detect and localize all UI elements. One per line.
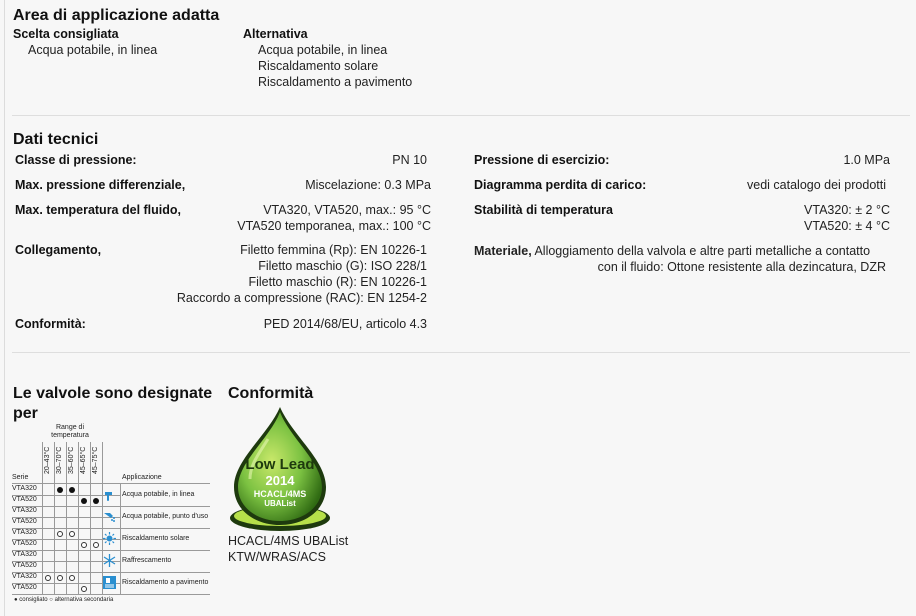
alternative-ring — [57, 531, 63, 537]
tech-value-material: Alloggiamento della valvola e altre parti metalliche a contatto — [534, 244, 871, 258]
tech-label-pressure-class: Classe di pressione: — [15, 153, 137, 167]
compliance-line: KTW/WRAS/ACS — [228, 550, 326, 564]
temp-range-header: 45–65°C — [80, 446, 87, 474]
tech-label-compliance: Conformità: — [15, 317, 86, 331]
recommended-label: Scelta consigliata — [13, 27, 119, 41]
application-cell: Acqua potabile, in linea — [122, 491, 195, 498]
snowflake-icon — [103, 554, 116, 567]
area-title: Area di applicazione adatta — [13, 7, 220, 24]
alternative-ring — [57, 575, 63, 581]
alternative-ring — [69, 531, 75, 537]
grid-line — [12, 483, 210, 484]
logo-text: 2014 — [265, 473, 295, 488]
temp-range-header: 35–60°C — [68, 446, 75, 474]
shower-icon — [103, 510, 116, 523]
series-cell: VTA320 — [12, 485, 37, 492]
alternative-item: Acqua potabile, in linea — [258, 43, 388, 57]
recommended-dot — [57, 487, 63, 493]
tech-value-connection: Filetto femmina (Rp): EN 10226-1 — [240, 243, 427, 257]
tech-label-operating-pressure: Pressione di esercizio: — [474, 153, 610, 167]
tech-value-temp-stability: VTA520: ± 4 °C — [804, 219, 890, 233]
alternative-item: Riscaldamento solare — [258, 59, 379, 73]
tech-value-pressure-class: PN 10 — [392, 153, 427, 167]
series-cell: VTA520 — [12, 562, 37, 569]
alternative-ring — [93, 542, 99, 548]
tech-value-compliance: PED 2014/68/EU, articolo 4.3 — [263, 317, 427, 331]
logo-text: Low Lead — [245, 456, 315, 473]
series-cell: VTA520 — [12, 496, 37, 503]
logo-text: HCACL/4MS — [253, 489, 307, 499]
floor-heating-icon — [103, 576, 116, 589]
logo-text: UBAList — [264, 499, 296, 508]
application-cell: Riscaldamento a pavimento — [122, 579, 209, 586]
alternative-ring — [45, 575, 51, 581]
tech-label-max-temp: Max. temperatura del fluido, — [15, 203, 182, 217]
tech-label-temp-stability: Stabilità di temperatura — [474, 203, 613, 217]
low-lead-logo — [228, 405, 333, 533]
tech-value-connection: Filetto maschio (G): ISO 228/1 — [258, 259, 427, 273]
sun-icon — [103, 532, 116, 545]
alternative-item: Riscaldamento a pavimento — [258, 75, 413, 89]
application-cell: Riscaldamento solare — [122, 535, 190, 542]
recommended-dot — [69, 487, 75, 493]
tech-label-pressure-loss: Diagramma perdita di carico: — [474, 178, 647, 192]
compliance-title: Conformità — [228, 385, 314, 402]
recommended-dot — [81, 498, 87, 504]
series-cell: VTA320 — [12, 529, 37, 536]
grid-line — [120, 484, 121, 594]
tech-material — [474, 243, 890, 275]
tech-label-material: Materiale, — [474, 244, 532, 258]
grid-line — [12, 550, 210, 551]
application-header: Applicazione — [122, 474, 162, 481]
series-header: Serie — [12, 474, 29, 481]
grid-line — [12, 506, 210, 507]
grid-line — [12, 594, 210, 595]
usage-title: Le valvole sono designate — [13, 385, 213, 402]
temp-range-header: 20–43°C — [44, 446, 51, 474]
series-cell: VTA320 — [12, 551, 37, 558]
tech-value-operating-pressure: 1.0 MPa — [843, 153, 890, 167]
tech-value-material: con il fluido: Ottone resistente alla dezincatura, DZR — [597, 260, 886, 274]
series-cell: VTA520 — [12, 584, 37, 591]
alternative-ring — [81, 586, 87, 592]
series-cell: VTA320 — [12, 507, 37, 514]
tech-value-max-temp: VTA520 temporanea, max.: 100 °C — [237, 219, 431, 233]
temp-range-header: 30–70°C — [56, 446, 63, 474]
recommended-dot — [93, 498, 99, 504]
temp-range-header: 45–75°C — [92, 446, 99, 474]
grid-line — [12, 572, 210, 573]
application-cell: Raffrescamento — [122, 557, 172, 564]
divider — [12, 115, 910, 116]
range-label: Range di temperatura — [51, 424, 89, 439]
series-cell: VTA320 — [12, 573, 37, 580]
divider — [12, 352, 910, 353]
tech-title: Dati tecnici — [13, 131, 99, 148]
series-cell: VTA520 — [12, 518, 37, 525]
faucet-icon — [103, 488, 116, 501]
tech-label-max-diff-pressure: Max. pressione differenziale, — [15, 178, 186, 192]
application-cell: Acqua potabile, punto d'uso — [122, 513, 209, 520]
tech-value-pressure-loss: vedi catalogo dei prodotti — [747, 178, 886, 192]
tech-value-max-temp: VTA320, VTA520, max.: 95 °C — [263, 203, 431, 217]
tech-value-connection: Raccordo a compressione (RAC): EN 1254-2 — [176, 291, 427, 305]
alternative-label: Alternativa — [243, 27, 308, 41]
alternative-ring — [69, 575, 75, 581]
series-cell: VTA520 — [12, 540, 37, 547]
alternative-ring — [81, 542, 87, 548]
usage-table — [12, 422, 212, 608]
usage-title: per — [13, 405, 38, 422]
tech-value-max-diff-pressure: Miscelazione: 0.3 MPa — [305, 178, 431, 192]
grid-line — [12, 528, 210, 529]
compliance-line: HCACL/4MS UBAList — [228, 534, 349, 548]
tech-value-connection: Filetto maschio (R): EN 10226-1 — [248, 275, 427, 289]
legend: ● consigliato ○ alternativa secondaria — [14, 597, 114, 603]
tech-label-connection: Collegamento, — [15, 243, 102, 257]
recommended-item: Acqua potabile, in linea — [28, 43, 158, 57]
tech-value-temp-stability: VTA320: ± 2 °C — [804, 203, 890, 217]
